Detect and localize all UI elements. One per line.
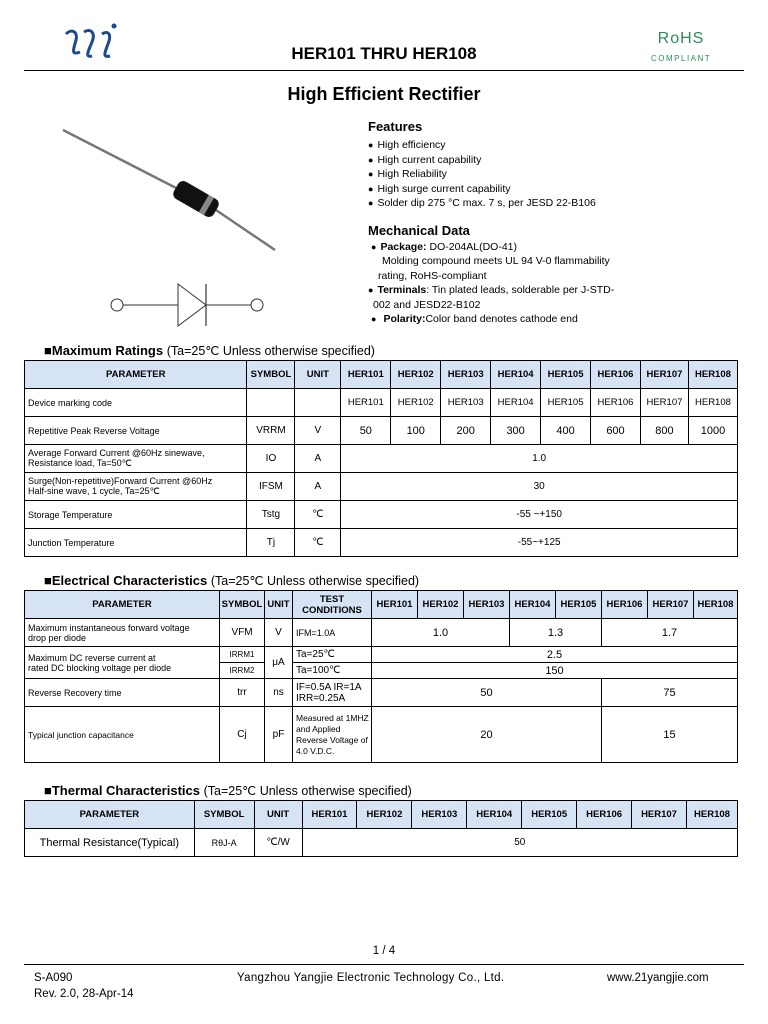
value-cell: 50 xyxy=(341,417,391,445)
col-header: SYMBOL xyxy=(220,591,265,619)
unit-cell: pF xyxy=(265,707,293,763)
param-cell: Average Forward Current @60Hz sinewave, Resistance load, Ta=50℃ xyxy=(25,445,247,473)
electrical-table xyxy=(24,590,738,763)
table-row xyxy=(25,647,738,663)
rohs-badge xyxy=(651,30,711,63)
feature-item: ● High surge current capability xyxy=(368,182,596,197)
table-row xyxy=(25,679,738,707)
table-header-row xyxy=(25,801,738,829)
col-header: SYMBOL xyxy=(247,361,295,389)
unit-cell: V xyxy=(295,417,341,445)
symbol-cell: Tstg xyxy=(247,501,295,529)
value-cell: 75 xyxy=(602,679,738,707)
value-cell: -55~+125 xyxy=(341,529,738,557)
table-row xyxy=(25,501,738,529)
diode-symbol xyxy=(108,282,268,328)
param-cell: Repetitive Peak Reverse Voltage xyxy=(25,417,247,445)
col-header: UNIT xyxy=(254,801,302,829)
value-cell: 2.5 xyxy=(372,647,738,663)
condition-cell: Measured at 1MHZ and Applied Reverse Voltage of 4.0 V.D.C. xyxy=(293,707,372,763)
unit-cell: A xyxy=(295,445,341,473)
table-header-row xyxy=(25,361,738,389)
page-title: HER101 THRU HER108 xyxy=(291,44,477,63)
col-header: HER102 xyxy=(418,591,464,619)
condition-cell: Ta=25℃ xyxy=(293,647,372,663)
param-cell: Device marking code xyxy=(25,389,247,417)
symbol-cell: RθJ-A xyxy=(194,829,254,857)
value-cell: 200 xyxy=(441,417,491,445)
package-line: ● Package: DO-204AL(DO-41) xyxy=(368,240,668,255)
unit-cell: A xyxy=(295,473,341,501)
value-cell: 50 xyxy=(372,679,602,707)
unit-cell: ℃/W xyxy=(254,829,302,857)
col-header: HER104 xyxy=(467,801,522,829)
thermal-table xyxy=(24,800,738,857)
col-header: HER107 xyxy=(640,361,688,389)
table-row xyxy=(25,529,738,557)
col-header: TEST CONDITIONS xyxy=(293,591,372,619)
value-cell: HER102 xyxy=(391,389,441,417)
value-cell: 600 xyxy=(591,417,641,445)
condition-cell: Ta=100℃ xyxy=(293,663,372,679)
table-header-row xyxy=(25,591,738,619)
table-row xyxy=(25,445,738,473)
terminals-line-2: 002 and JESD22-B102 xyxy=(373,298,481,311)
condition-cell: IFM=1.0A xyxy=(293,619,372,647)
col-header: HER101 xyxy=(302,801,357,829)
col-header: HER103 xyxy=(412,801,467,829)
param-cell: Junction Temperature xyxy=(25,529,247,557)
electrical-heading: ■Electrical Characteristics (Ta=25℃ Unless otherwise specified) xyxy=(44,573,420,588)
col-header: PARAMETER xyxy=(25,801,195,829)
col-header: HER102 xyxy=(357,801,412,829)
package-line-2: Molding compound meets UL 94 V-0 flammability xyxy=(382,255,610,267)
unit-cell: μA xyxy=(265,647,293,679)
col-header: HER106 xyxy=(602,591,648,619)
rohs-label: RoHS xyxy=(657,30,705,47)
unit-cell: ℃ xyxy=(295,501,341,529)
table-row xyxy=(25,619,738,647)
max-ratings-table xyxy=(24,360,738,557)
value-cell: 150 xyxy=(372,663,738,679)
col-header: PARAMETER xyxy=(25,591,220,619)
value-cell: 15 xyxy=(602,707,738,763)
value-cell: 50 xyxy=(302,829,737,857)
symbol-cell: IRRM1 xyxy=(220,647,265,663)
symbol-cell: trr xyxy=(220,679,265,707)
col-header: HER101 xyxy=(372,591,418,619)
page-number: 1 / 4 xyxy=(372,945,396,957)
value-cell: 300 xyxy=(491,417,541,445)
value-cell: HER107 xyxy=(640,389,688,417)
col-header: HER105 xyxy=(541,361,591,389)
col-header: HER101 xyxy=(341,361,391,389)
doc-code: S-A090 xyxy=(34,972,73,984)
value-cell: HER103 xyxy=(441,389,491,417)
symbol-cell: IO xyxy=(247,445,295,473)
symbol-cell: IRRM2 xyxy=(220,663,265,679)
value-cell: HER108 xyxy=(688,389,737,417)
col-header: HER106 xyxy=(577,801,632,829)
col-header: HER105 xyxy=(556,591,602,619)
value-cell: 1.0 xyxy=(372,619,510,647)
package-line-3: rating, RoHS-compliant xyxy=(378,269,487,282)
param-cell: Maximum instantaneous forward voltage drop per diode xyxy=(25,619,220,647)
param-cell: Reverse Recovery time xyxy=(25,679,220,707)
symbol-cell: VFM xyxy=(220,619,265,647)
col-header: HER106 xyxy=(591,361,641,389)
col-header: HER104 xyxy=(491,361,541,389)
col-header: HER103 xyxy=(464,591,510,619)
value-cell: -55 ~+150 xyxy=(341,501,738,529)
value-cell: 800 xyxy=(640,417,688,445)
value-cell: 1.0 xyxy=(341,445,738,473)
col-header: HER105 xyxy=(522,801,577,829)
max-ratings-heading: ■Maximum Ratings (Ta=25℃ Unless otherwise specified) xyxy=(44,343,375,358)
symbol-cell: Cj xyxy=(220,707,265,763)
param-cell: Thermal Resistance(Typical) xyxy=(25,829,195,857)
value-cell: HER106 xyxy=(591,389,641,417)
unit-cell: V xyxy=(265,619,293,647)
symbol-cell: IFSM xyxy=(247,473,295,501)
features-section xyxy=(368,119,596,211)
col-header: UNIT xyxy=(265,591,293,619)
table-row xyxy=(25,417,738,445)
mechanical-heading: Mechanical Data xyxy=(368,223,470,238)
value-cell: 400 xyxy=(541,417,591,445)
col-header: HER107 xyxy=(648,591,694,619)
symbol-cell: Tj xyxy=(247,529,295,557)
unit-cell: ns xyxy=(265,679,293,707)
diode-package-drawing xyxy=(55,120,285,280)
feature-item: ● Solder dip 275 °C max. 7 s, per JESD 22-B106 xyxy=(368,196,596,211)
symbol-cell: VRRM xyxy=(247,417,295,445)
condition-cell: IF=0.5A IR=1A IRR=0.25A xyxy=(293,679,372,707)
revision: Rev. 2.0, 28-Apr-14 xyxy=(34,988,134,1000)
value-cell: 1000 xyxy=(688,417,737,445)
col-header: HER108 xyxy=(688,361,737,389)
col-header: HER103 xyxy=(441,361,491,389)
rohs-compliant-label: COMPLIANT xyxy=(651,54,712,63)
mechanical-section xyxy=(368,224,668,327)
col-header: UNIT xyxy=(295,361,341,389)
title-rule xyxy=(24,70,744,71)
terminals-line: ● Terminals: Tin plated leads, solderable per J-STD- xyxy=(368,283,668,298)
thermal-heading: ■Thermal Characteristics (Ta=25℃ Unless otherwise specified) xyxy=(44,783,412,798)
value-cell: HER105 xyxy=(541,389,591,417)
value-cell: 30 xyxy=(341,473,738,501)
col-header: HER108 xyxy=(686,801,737,829)
col-header: HER107 xyxy=(632,801,687,829)
website-link[interactable]: www.21yangjie.com xyxy=(607,972,709,984)
value-cell: 1.3 xyxy=(510,619,602,647)
col-header: HER108 xyxy=(694,591,738,619)
feature-item: ● High current capability xyxy=(368,153,596,168)
col-header: SYMBOL xyxy=(194,801,254,829)
table-row xyxy=(25,707,738,763)
param-cell: Typical junction capacitance xyxy=(25,707,220,763)
product-subtitle: High Efficient Rectifier xyxy=(287,84,481,104)
value-cell: HER104 xyxy=(491,389,541,417)
col-header: HER102 xyxy=(391,361,441,389)
unit-cell: ℃ xyxy=(295,529,341,557)
param-cell: Maximum DC reverse current at rated DC blocking voltage per diode xyxy=(25,647,220,679)
table-row xyxy=(25,829,738,857)
footer-rule xyxy=(24,964,744,965)
param-cell: Storage Temperature xyxy=(25,501,247,529)
value-cell: 1.7 xyxy=(602,619,738,647)
col-header: HER104 xyxy=(510,591,556,619)
value-cell: 100 xyxy=(391,417,441,445)
polarity-line: ● Polarity:Color band denotes cathode end xyxy=(368,312,668,327)
value-cell: 20 xyxy=(372,707,602,763)
col-header: PARAMETER xyxy=(25,361,247,389)
value-cell: HER101 xyxy=(341,389,391,417)
features-heading: Features xyxy=(368,119,423,134)
table-row xyxy=(25,389,738,417)
param-cell: Surge(Non-repetitive)Forward Current @60Hz Half-sine wave, 1 cycle, Ta=25℃ xyxy=(25,473,247,501)
table-row xyxy=(25,473,738,501)
company-name: Yangzhou Yangjie Electronic Technology Co., Ltd. xyxy=(237,972,505,984)
feature-item: ● High Reliability xyxy=(368,167,596,182)
feature-item: ● High efficiency xyxy=(368,138,596,153)
